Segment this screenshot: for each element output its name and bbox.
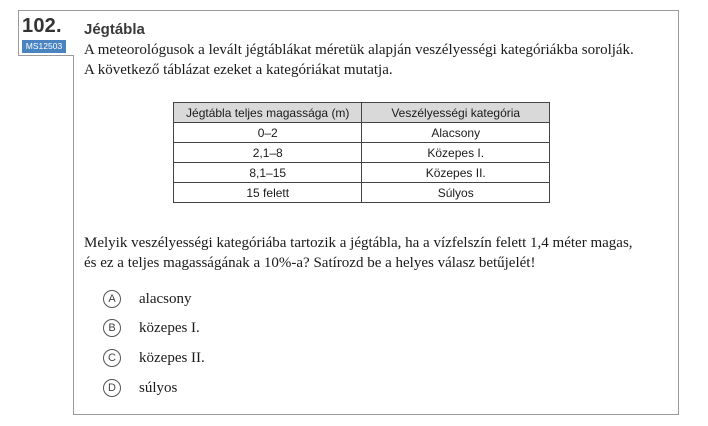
- table-header-row: [174, 103, 550, 123]
- table-row: [174, 163, 550, 183]
- task-title: Jégtábla: [84, 21, 145, 38]
- table-header-height: Jégtábla teljes magassága (m): [174, 103, 362, 123]
- option-c-circle[interactable]: C: [103, 349, 121, 367]
- table-cell-height: 15 felett: [174, 183, 362, 203]
- option-c-label: közepes II.: [139, 350, 205, 366]
- table-cell-category: Közepes I.: [362, 143, 550, 163]
- table-cell-category: Súlyos: [362, 183, 550, 203]
- option-d-label: súlyos: [139, 380, 178, 396]
- option-c[interactable]: [103, 348, 205, 368]
- task-code-badge: MS12503: [22, 40, 66, 53]
- question-line-2: és ez a teljes magasságának a 10%-a? Satírozd be a helyes válasz betűjelét!: [84, 255, 536, 271]
- option-a-label: alacsony: [139, 291, 192, 307]
- table-row: [174, 183, 550, 203]
- table-cell-height: 8,1–15: [174, 163, 362, 183]
- option-b-label: közepes I.: [139, 320, 200, 336]
- option-b[interactable]: [103, 318, 200, 338]
- option-a[interactable]: [103, 289, 192, 309]
- option-b-circle[interactable]: B: [103, 319, 121, 337]
- task-number: 102.: [22, 15, 62, 37]
- table-cell-height: 2,1–8: [174, 143, 362, 163]
- table-row: [174, 123, 550, 143]
- option-a-circle[interactable]: A: [103, 290, 121, 308]
- option-d[interactable]: [103, 378, 178, 398]
- table-cell-category: Közepes II.: [362, 163, 550, 183]
- table-row: [174, 143, 550, 163]
- intro-line-2: A következő táblázat ezeket a kategóriákat mutatja.: [84, 62, 393, 78]
- intro-text: [84, 40, 674, 80]
- table-cell-height: 0–2: [174, 123, 362, 143]
- question-line-1: Melyik veszélyességi kategóriába tartozik a jégtábla, ha a vízfelszín felett 1,4 méter magas,: [84, 235, 633, 251]
- intro-line-1: A meteorológusok a levált jégtáblákat méretük alapján veszélyességi kategóriákba sorolják.: [84, 42, 634, 58]
- option-d-circle[interactable]: D: [103, 379, 121, 397]
- question-text: [84, 233, 674, 273]
- category-table: [173, 102, 550, 203]
- table-header-category: Veszélyességi kategória: [362, 103, 550, 123]
- table-cell-category: Alacsony: [362, 123, 550, 143]
